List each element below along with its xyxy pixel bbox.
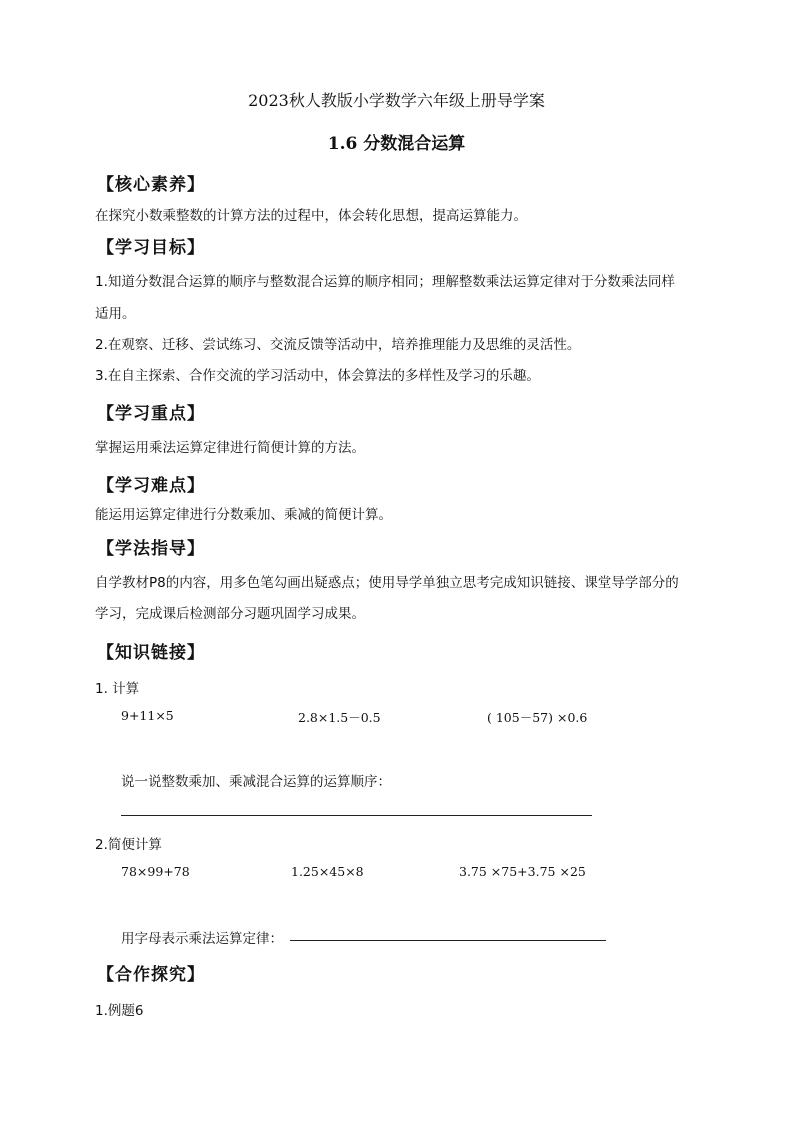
expression: 3.75 ×75+3.75 ×25 (459, 864, 586, 879)
expression: 78×99+78 (121, 864, 190, 879)
answer-line[interactable] (121, 815, 592, 816)
heading-core: 【核心素养】 (97, 175, 205, 195)
link-q1-label: 1. 计算 (95, 681, 140, 697)
heading-explore: 【合作探究】 (97, 965, 205, 985)
link-q1-prompt: 说一说整数乘加、乘减混合运算的运算顺序： (121, 774, 391, 790)
heading-key: 【学习重点】 (97, 404, 205, 424)
page-title: 2023秋人教版小学数学六年级上册导学案 (248, 91, 545, 110)
expression: 2.8×1.5－0.5 (298, 710, 381, 725)
method-line: 自学教材P8的内容，用多色笔勾画出疑惑点；使用导学单独立思考完成知识链接、课堂导学部分的 (95, 575, 679, 591)
difficulty-text: 能运用运算定律进行分数乘加、乘减的简便计算。 (95, 507, 392, 523)
goal-item: 1.知道分数混合运算的顺序与整数混合运算的顺序相同；理解整数乘法运算定律对于分数乘法同样 (95, 274, 675, 290)
link-q2-prompt: 用字母表示乘法运算定律： (121, 931, 283, 947)
heading-link: 【知识链接】 (97, 643, 205, 663)
key-text: 掌握运用乘法运算定律进行简便计算的方法。 (95, 440, 365, 456)
lesson-title: 1.6 分数混合运算 (327, 134, 466, 154)
expression: 1.25×45×8 (291, 864, 364, 879)
link-q2-label: 2.简便计算 (95, 837, 162, 853)
expression: 9+11×5 (121, 708, 174, 723)
expression: ( 105－57) ×0.6 (487, 710, 588, 725)
goal-item: 3.在自主探索、合作交流的学习活动中，体会算法的多样性及学习的乐趣。 (95, 368, 540, 384)
heading-method: 【学法指导】 (97, 539, 205, 559)
goal-item: 2.在观察、迁移、尝试练习、交流反馈等活动中，培养推理能力及思维的灵活性。 (95, 337, 581, 353)
explore-item: 1.例题6 (95, 1003, 144, 1019)
method-line: 学习，完成课后检测部分习题巩固学习成果。 (95, 606, 365, 622)
core-text: 在探究小数乘整数的计算方法的过程中，体会转化思想，提高运算能力。 (95, 208, 527, 224)
heading-goals: 【学习目标】 (97, 238, 205, 258)
goal-item: 适用。 (95, 306, 136, 322)
heading-difficulty: 【学习难点】 (97, 476, 205, 496)
answer-line[interactable] (290, 940, 606, 941)
